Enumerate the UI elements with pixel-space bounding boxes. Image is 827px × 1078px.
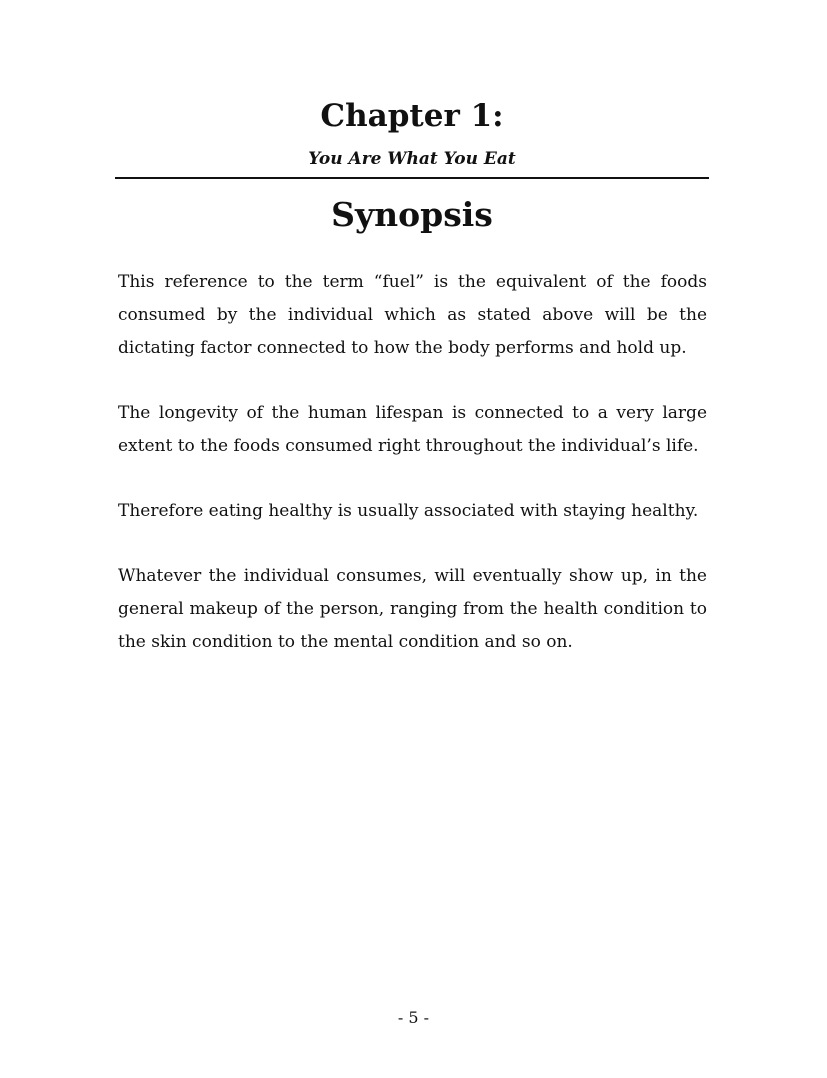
body-text	[118, 266, 707, 691]
paragraph: The longevity of the human lifespan is connected to a very large extent to the foods consumed right throughout the individual’s life.	[118, 403, 707, 456]
chapter-title: Chapter 1:	[320, 98, 504, 134]
chapter-subtitle: You Are What You Eat	[308, 149, 516, 169]
title-divider	[115, 177, 709, 179]
paragraph: Whatever the individual consumes, will eventually show up, in the general makeup of the person, ranging from the health condition to the skin condition to the mental condition and so on.	[118, 566, 707, 652]
paragraph: This reference to the term “fuel” is the equivalent of the foods consumed by the individual which as stated above will be the dictating factor connected to how the body performs and hold up.	[118, 272, 707, 358]
section-title: Synopsis	[331, 195, 493, 234]
page-number: - 5 -	[397, 1008, 430, 1027]
paragraph: Therefore eating healthy is usually associated with staying healthy.	[118, 501, 699, 521]
